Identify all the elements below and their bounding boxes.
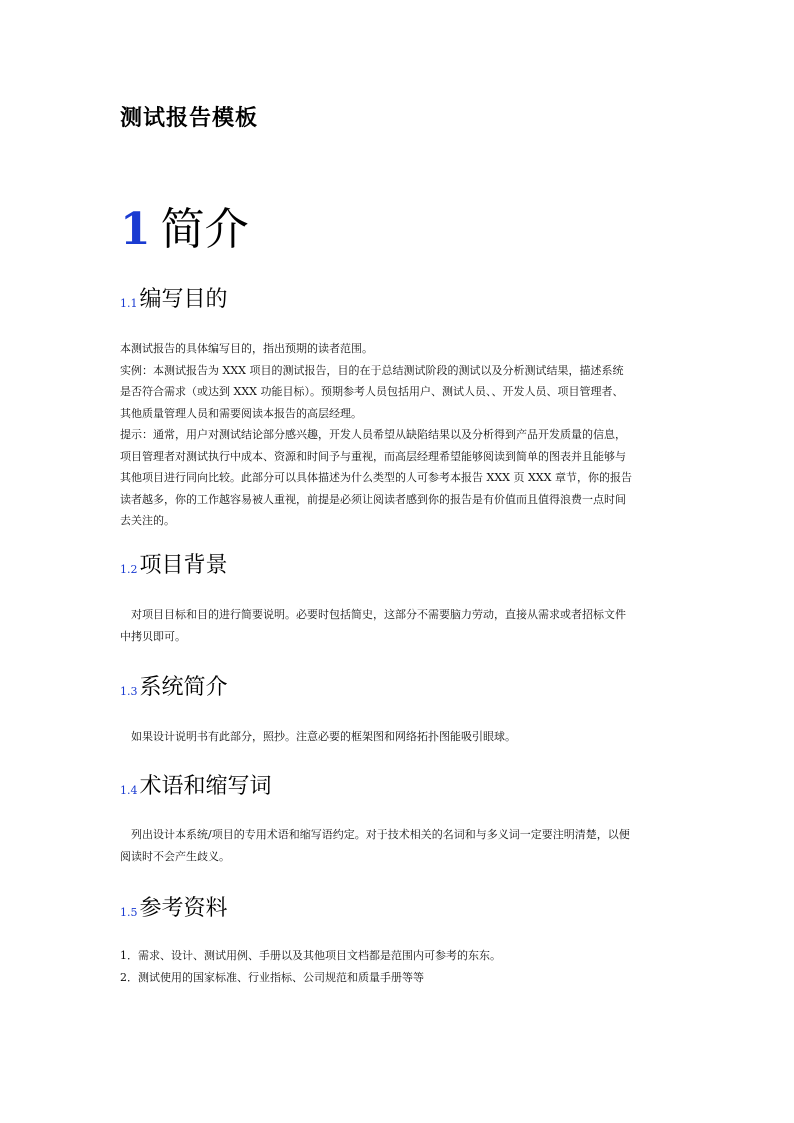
paragraph-line: 其他质量管理人员和需要阅读本报告的高层经理。	[120, 406, 362, 420]
section-title: 项目背景	[139, 553, 228, 578]
section-title: 术语和缩写词	[139, 774, 272, 799]
section-heading-background	[120, 551, 228, 585]
section-heading-system-intro	[120, 673, 228, 707]
paragraph-line: 其他项目进行同向比较。此部分可以具体描述为什么类型的人可参考本报告 XXX 页 XXX 章节，你的报告	[120, 471, 632, 484]
list-item: 1．需求、设计、测试用例、手册以及其他项目文档都是范围内可参考的东东。	[120, 949, 501, 962]
section-heading-purpose	[120, 285, 228, 319]
section-body-terms	[120, 824, 680, 867]
chapter-number: 1	[120, 204, 151, 255]
paragraph-line: 中拷贝即可。	[120, 629, 186, 643]
section-number: 1.5	[120, 906, 138, 919]
section-title: 系统简介	[139, 675, 228, 700]
paragraph-line: 实例：本测试报告为 XXX 项目的测试报告，目的在于总结测试阶段的测试以及分析测试结果，描述系统	[120, 363, 624, 377]
chapter-title: 简介	[160, 204, 249, 255]
paragraph-line: 是否符合需求（或达到 XXX 功能目标）。预期参考人员包括用户、测试人员、、开发人员、项目管理者、	[120, 385, 624, 398]
list-item: 2．测试使用的国家标准、行业指标、公司规范和质量手册等等	[120, 970, 424, 984]
paragraph-line: 对项目目标和目的进行简要说明。必要时包括简史，这部分不需要脑力劳动，直接从需求或者招标文件	[131, 608, 626, 621]
section-body-purpose	[120, 338, 680, 532]
section-number: 1.1	[120, 297, 138, 310]
section-title: 参考资料	[139, 896, 228, 921]
paragraph-line: 提示：通常，用户对测试结论部分感兴趣，开发人员希望从缺陷结果以及分析得到产品开发质量的信息，	[120, 428, 626, 441]
chapter-heading	[120, 198, 249, 262]
section-number: 1.4	[120, 784, 138, 797]
paragraph-line: 读者越多，你的工作越容易被人重视，前提是必须让阅读者感到你的报告是有价值而且值得浪费一点时间	[120, 492, 626, 506]
section-heading-references	[120, 894, 228, 928]
document-title: 测试报告模板	[120, 105, 259, 131]
paragraph-line: 阅读时不会产生歧义。	[120, 849, 230, 863]
section-heading-terms	[120, 772, 272, 806]
paragraph-line: 项目管理者对测试执行中成本、资源和时间予与重视，而高层经理希望能够阅读到简单的图表并且能够与	[120, 449, 626, 463]
paragraph-line: 列出设计本系统/项目的专用术语和缩写语约定。对于技术相关的名词和与多义词一定要注明清楚，以便	[131, 828, 630, 841]
paragraph-line: 如果设计说明书有此部分，照抄。注意必要的框架图和网络拓扑图能吸引眼球。	[131, 730, 516, 743]
section-number: 1.3	[120, 685, 138, 698]
section-title: 编写目的	[139, 287, 228, 312]
section-number: 1.2	[120, 563, 138, 576]
reference-list	[120, 945, 680, 988]
section-body-background	[120, 604, 680, 647]
paragraph-line: 去关注的。	[120, 514, 175, 527]
paragraph-line: 本测试报告的具体编写目的，指出预期的读者范围。	[120, 342, 373, 355]
section-body-system-intro	[120, 726, 680, 748]
